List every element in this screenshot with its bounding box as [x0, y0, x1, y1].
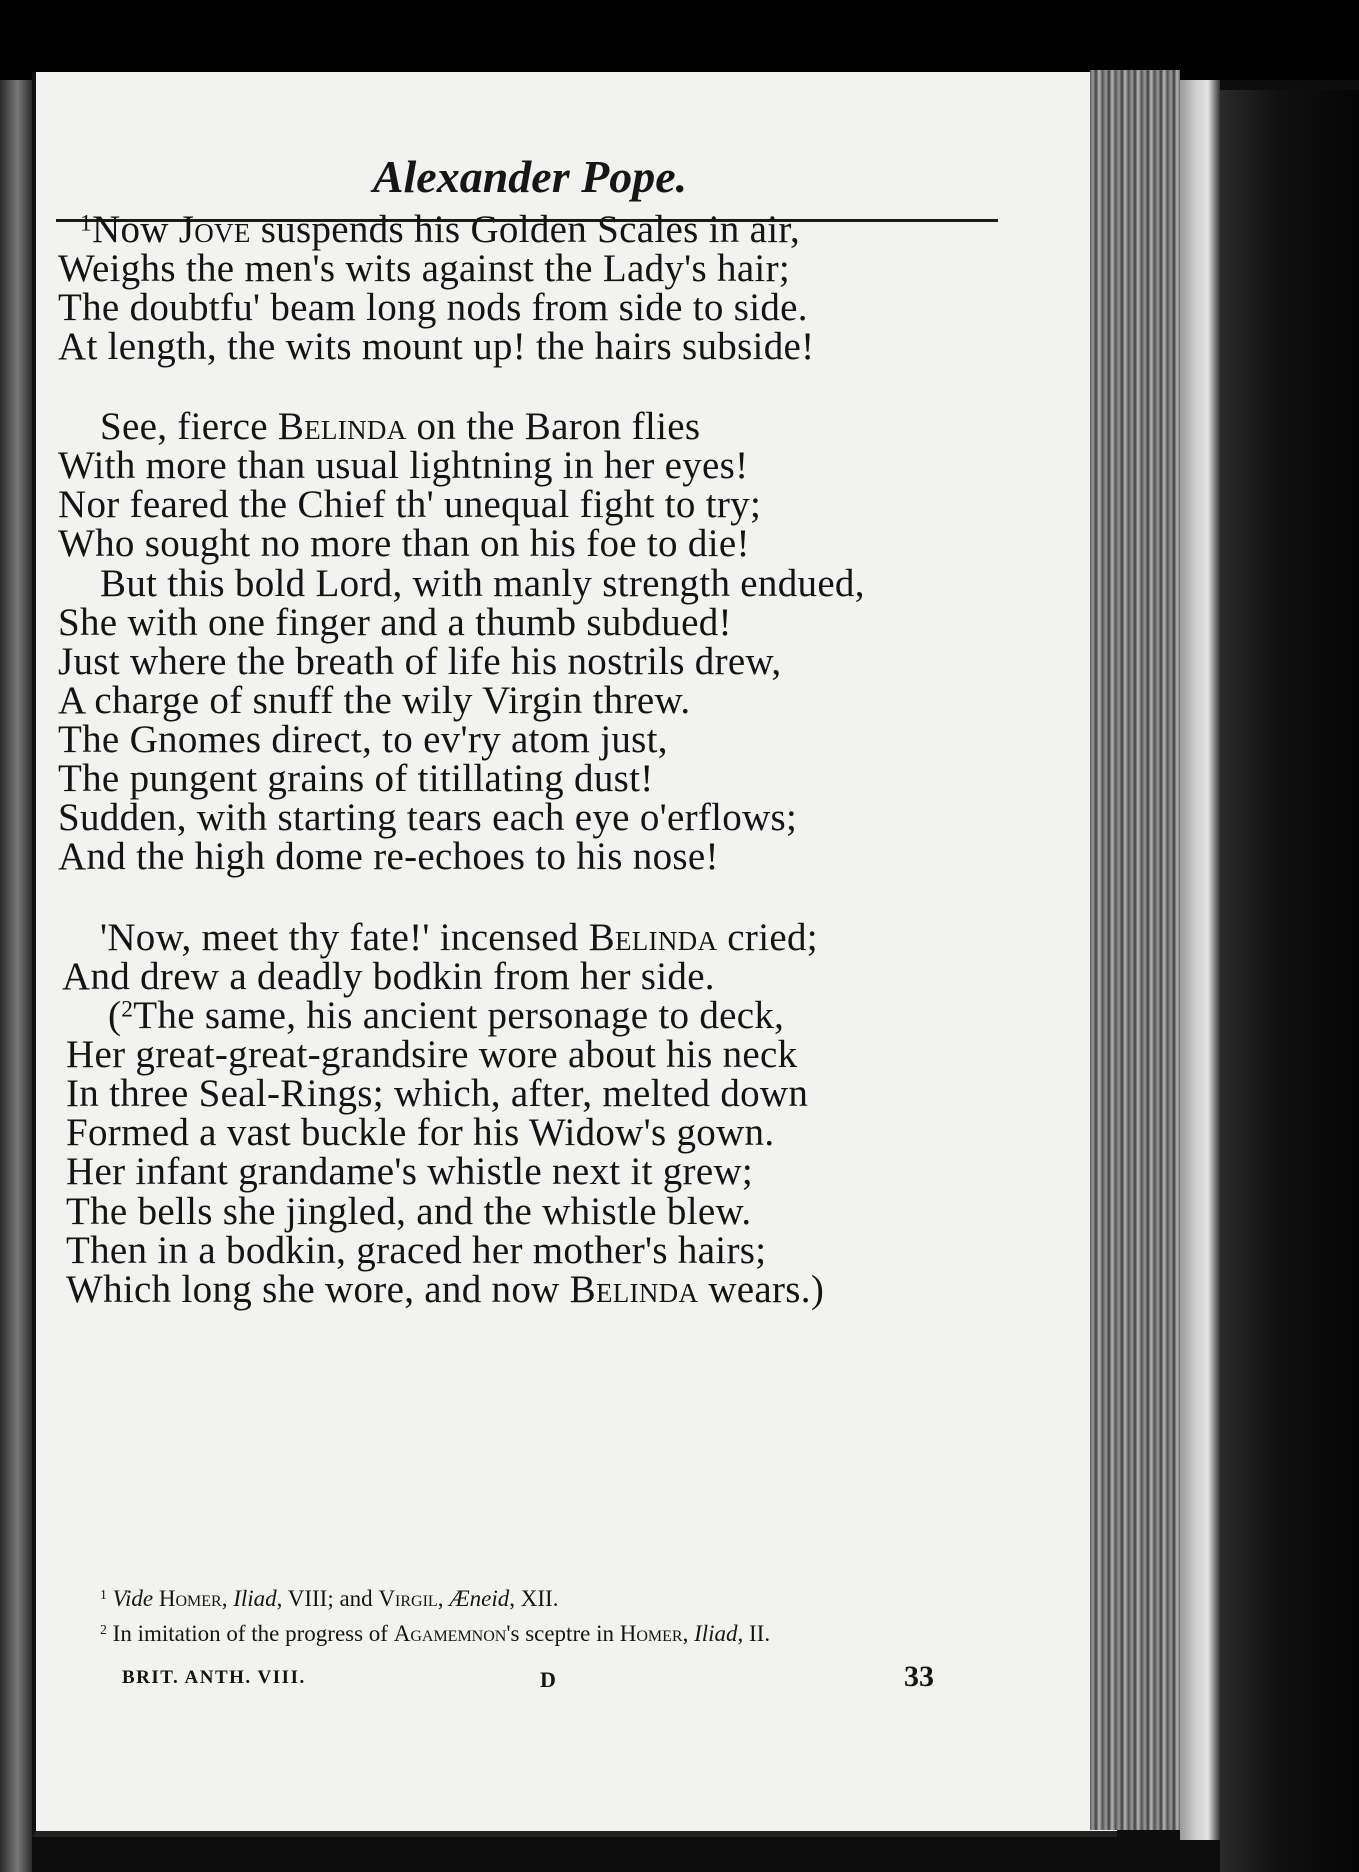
verse-line: Nor feared the Chief th' unequal fight to try; [58, 483, 762, 526]
verse-line: The bells she jingled, and the whistle blew. [66, 1190, 752, 1233]
verse-line: And the high dome re-echoes to his nose! [58, 835, 719, 878]
page-number: 33 [904, 1660, 934, 1693]
footnote-2: $^2$ In imitation of the progress of Agamemnon's sceptre in Homer, Iliad, II. [100, 1621, 771, 1646]
verse-line: And drew a deadly bodkin from her side. [62, 955, 715, 998]
signature-line: BRIT. ANTH. VIII. [122, 1667, 306, 1688]
verse-line: With more than usual lightning in her eyes! [58, 444, 749, 487]
verse-line: Her infant grandame's whistle next it grew; [66, 1150, 754, 1193]
verse-line: 'Now, meet thy fate!' incensed Belinda cried; [100, 916, 818, 959]
book-spine [1220, 90, 1359, 1872]
footnote-marker: 1 [80, 210, 92, 237]
verse-line: Weighs the men's wits against the Lady's hair; [58, 247, 790, 290]
verse-line: But this bold Lord, with manly strength endued, [100, 562, 865, 605]
verse-line: At length, the wits mount up! the hairs subside! [58, 325, 815, 368]
verse-line: Her great-great-grandsire wore about his neck [66, 1033, 798, 1076]
running-head: Alexander Pope. [372, 151, 688, 202]
verse-line: Just where the breath of life his nostrils drew, [58, 640, 782, 683]
verse-line: $^1$Now Jove suspends his Golden Scales in air, [80, 208, 801, 251]
verse-line: The Gnomes direct, to ev'ry atom just, [58, 718, 668, 761]
page-edges-light [1180, 80, 1220, 1840]
signature-mark: D [540, 1667, 558, 1692]
scan-top-edge [0, 0, 1359, 80]
verse-line: Who sought no more than on his foe to die! [58, 522, 750, 565]
verse-line: See, fierce Belinda on the Baron flies [100, 405, 701, 448]
verse-line: Which long she wore, and now Belinda wears.) [66, 1268, 825, 1311]
verse-line: Formed a vast buckle for his Widow's gown. [66, 1111, 775, 1154]
book-left-board [0, 80, 32, 1872]
verse-line: Then in a bodkin, graced her mother's hairs; [66, 1229, 767, 1272]
footnote-marker: 2 [121, 996, 134, 1023]
verse-line: ($^2$The same, his ancient personage to deck, [108, 994, 785, 1037]
page-edges [1090, 70, 1180, 1830]
verse-line: The pungent grains of titillating dust! [58, 757, 654, 800]
verse-line: She with one finger and a thumb subdued! [58, 601, 732, 644]
verse-line: The doubtfu' beam long nods from side to side. [58, 286, 808, 329]
verse-line: A charge of snuff the wily Virgin threw. [58, 679, 691, 722]
verse-line: Sudden, with starting tears each eye o'erflows; [58, 796, 798, 839]
footnote-1: $^1$ Vide Homer, Iliad, VIII; and Virgil, Æneid, XII. [100, 1586, 559, 1611]
verse-line: In three Seal-Rings; which, after, melted down [66, 1072, 809, 1115]
